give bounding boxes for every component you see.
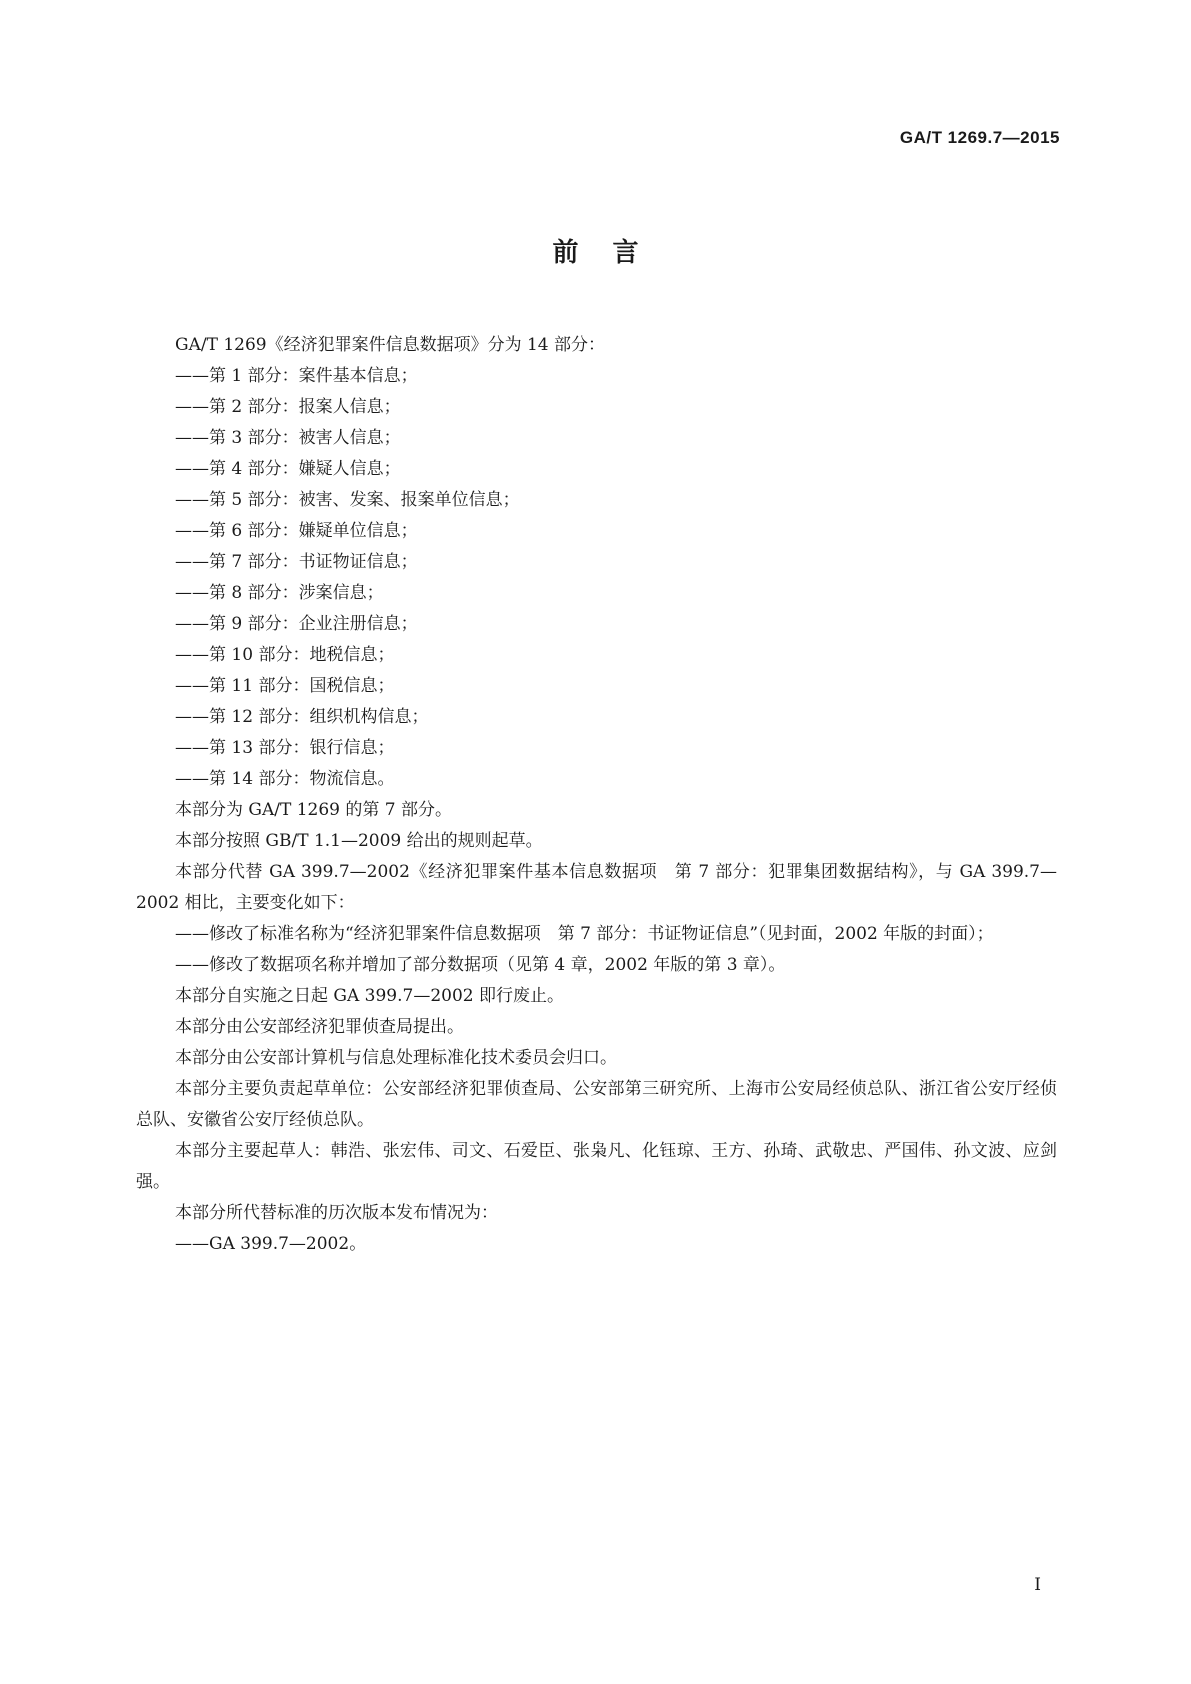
part-item: ——第 12 部分：组织机构信息；	[175, 707, 429, 727]
part-item: ——第 2 部分：报案人信息；	[175, 397, 401, 417]
part-item: ——第 3 部分：被害人信息；	[175, 428, 401, 448]
document-code: GA/T 1269.7—2015	[899, 128, 1060, 147]
paragraph-part-number: 本部分为 GA/T 1269 的第 7 部分。	[175, 800, 453, 820]
part-item: ——第 10 部分：地税信息；	[175, 645, 395, 665]
history-item: ——GA 399.7—2002。	[175, 1234, 367, 1254]
paragraph-drafters: 本部分主要起草人：韩浩、张宏伟、司文、石爱臣、张枭凡、化钰琼、王方、孙琦、武敬忠、严国伟、孙文波、应剑强。	[136, 1141, 1057, 1192]
page-title: 前言	[552, 238, 673, 268]
part-item: ——第 8 部分：涉案信息；	[175, 583, 384, 603]
part-item: ——第 7 部分：书证物证信息；	[175, 552, 418, 572]
page-number: I	[1034, 1575, 1041, 1595]
change-item: ——修改了数据项名称并增加了部分数据项（见第 4 章，2002 年版的第 3 章）。	[175, 955, 786, 975]
paragraph-drafting-rules: 本部分按照 GB/T 1.1—2009 给出的规则起草。	[175, 831, 543, 851]
part-item: ——第 5 部分：被害、发案、报案单位信息；	[175, 490, 520, 510]
paragraph-committee: 本部分由公安部计算机与信息处理标准化技术委员会归口。	[175, 1048, 617, 1068]
paragraph-history-intro: 本部分所代替标准的历次版本发布情况为：	[175, 1203, 498, 1223]
paragraph-proposer: 本部分由公安部经济犯罪侦查局提出。	[175, 1017, 464, 1037]
part-item: ——第 14 部分：物流信息。	[175, 769, 395, 789]
paragraph-replacement: 本部分代替 GA 399.7—2002《经济犯罪案件基本信息数据项 第 7 部分：犯罪集团数据结构》，与 GA 399.7—2002 相比，主要变化如下：	[136, 862, 1057, 913]
foreword-body	[136, 330, 1057, 1260]
part-item: ——第 1 部分：案件基本信息；	[175, 366, 418, 386]
part-item: ——第 9 部分：企业注册信息；	[175, 614, 418, 634]
change-item: ——修改了标准名称为“经济犯罪案件信息数据项 第 7 部分：书证物证信息”（见封面，2002 年版的封面）；	[175, 924, 994, 944]
intro-paragraph: GA/T 1269《经济犯罪案件信息数据项》分为 14 部分：	[175, 335, 606, 355]
part-item: ——第 13 部分：银行信息；	[175, 738, 395, 758]
part-item: ——第 6 部分：嫌疑单位信息；	[175, 521, 418, 541]
part-item: ——第 11 部分：国税信息；	[175, 676, 395, 696]
paragraph-drafting-units: 本部分主要负责起草单位：公安部经济犯罪侦查局、公安部第三研究所、上海市公安局经侦总队、浙江省公安厅经侦总队、安徽省公安厅经侦总队。	[136, 1079, 1057, 1130]
part-item: ——第 4 部分：嫌疑人信息；	[175, 459, 401, 479]
paragraph-abolish: 本部分自实施之日起 GA 399.7—2002 即行废止。	[175, 986, 564, 1006]
